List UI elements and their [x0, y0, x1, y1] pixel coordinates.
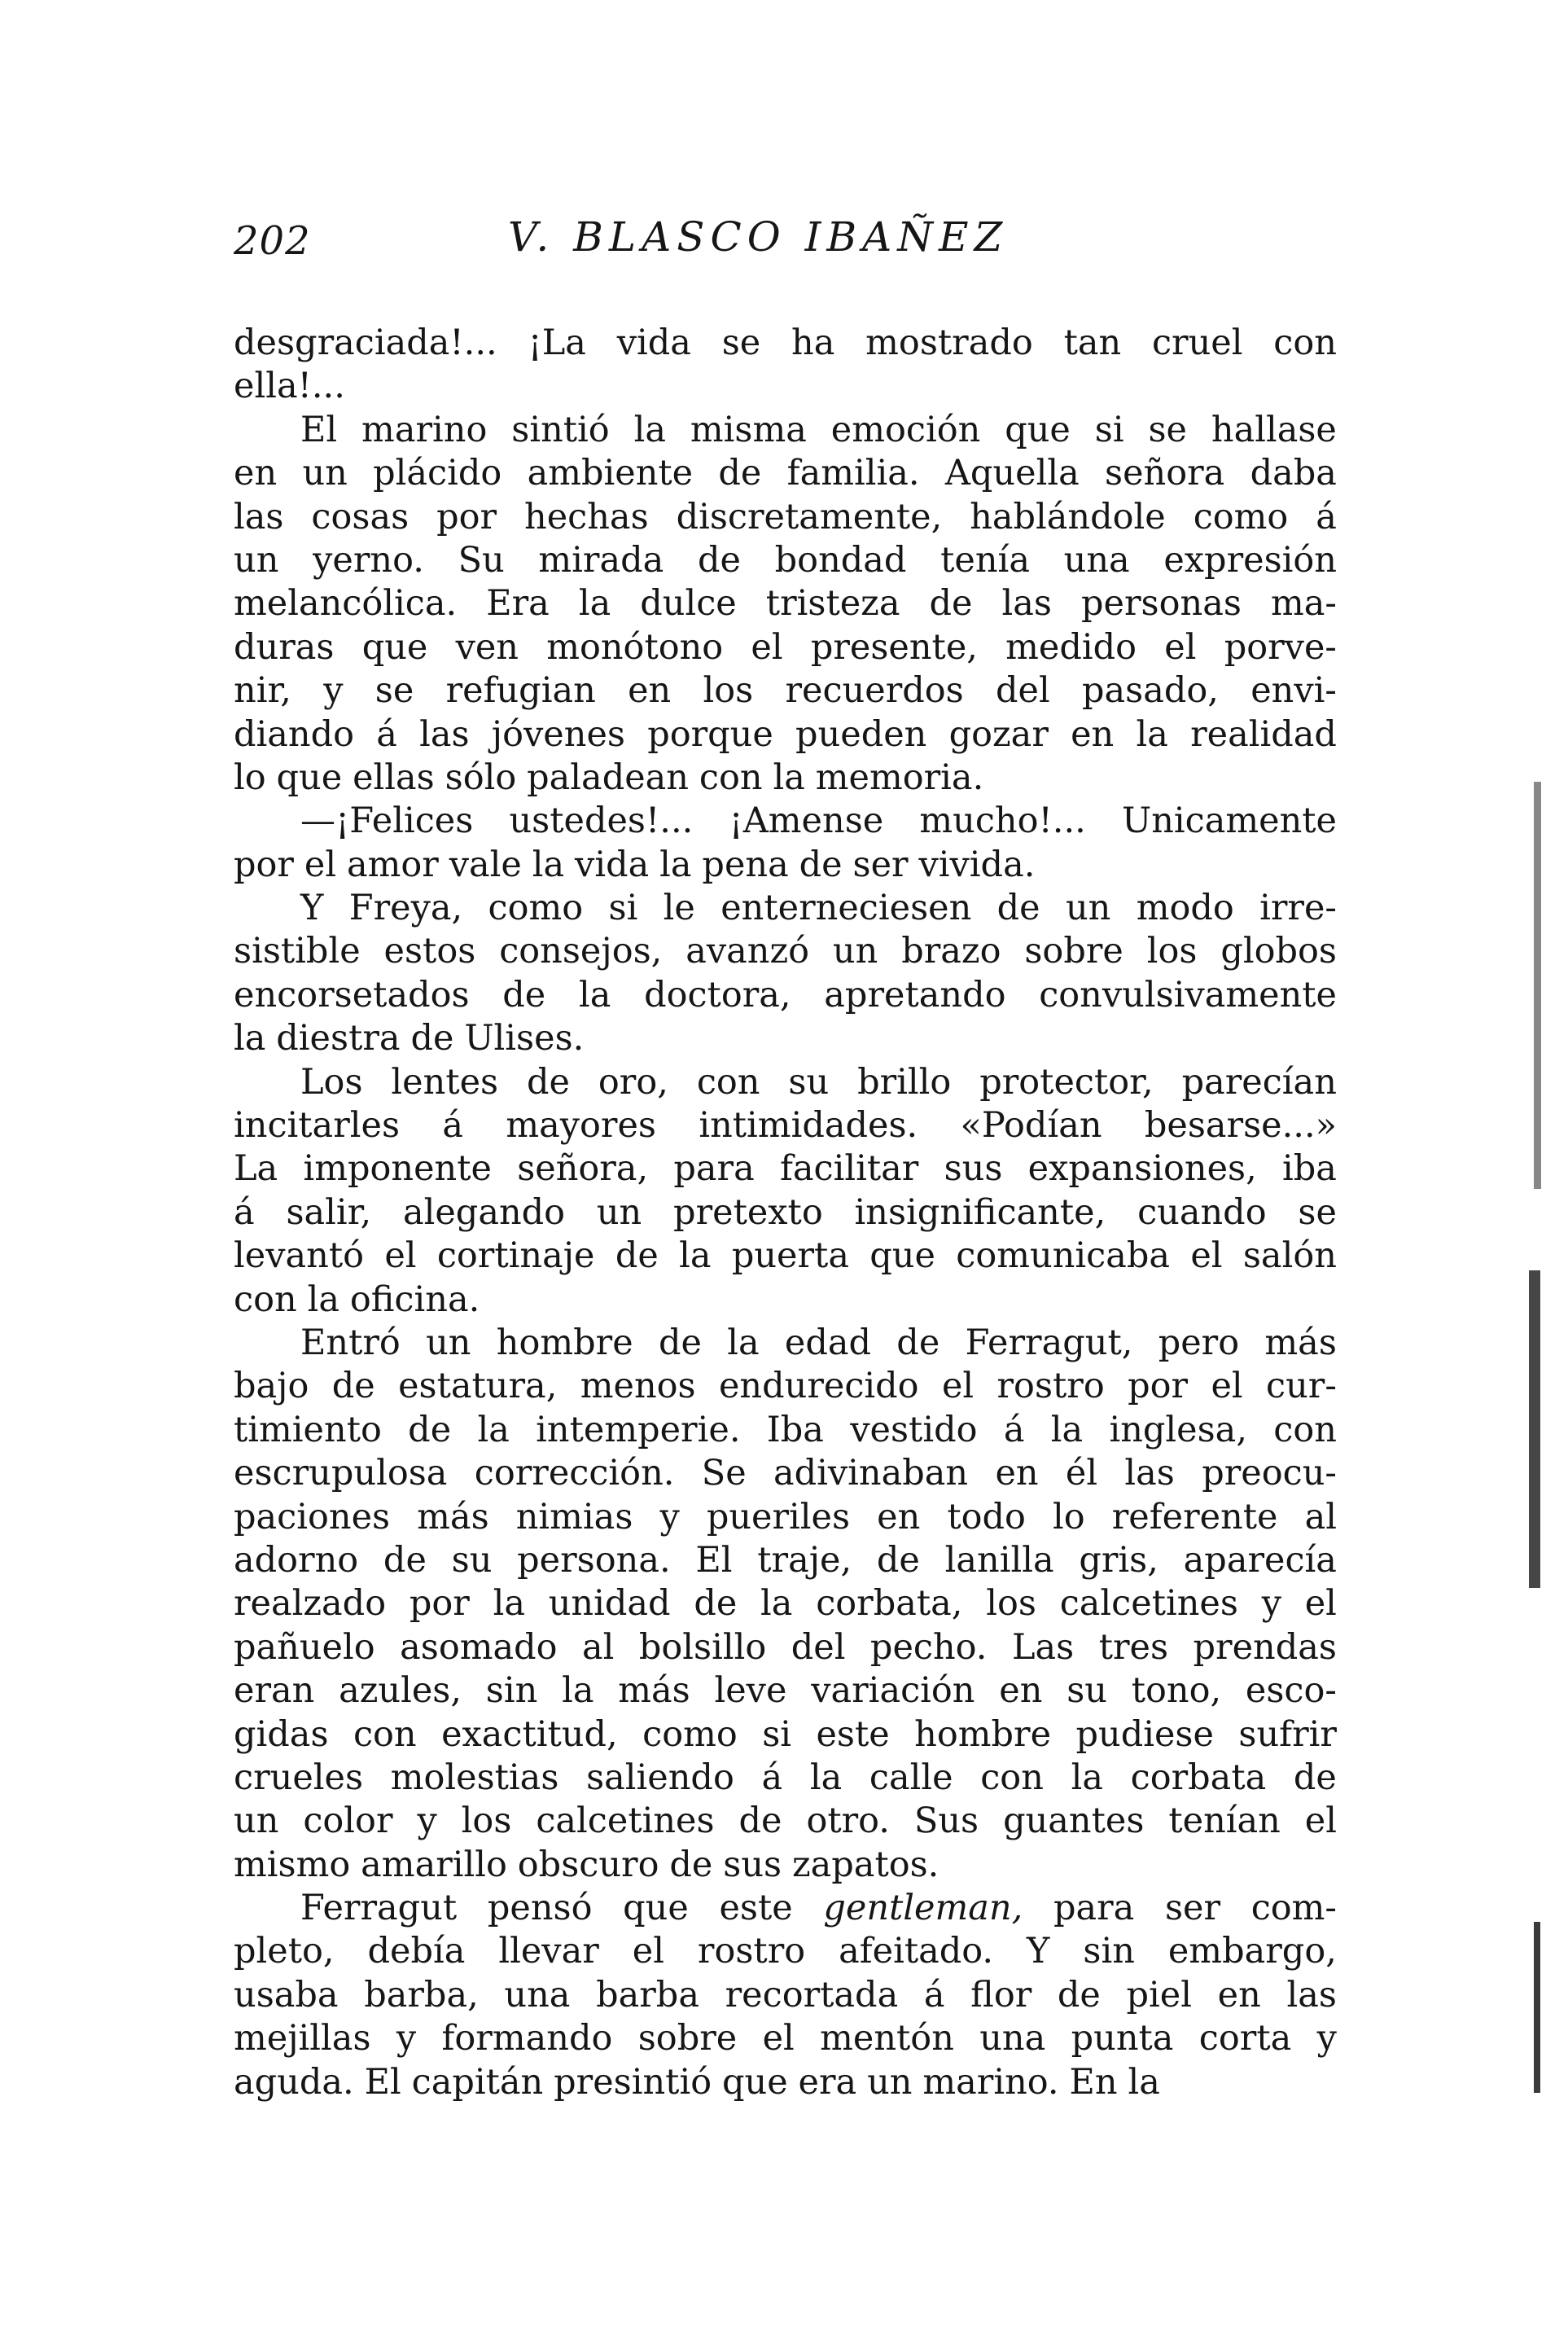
paragraph: [234, 1322, 1337, 1887]
text-line: usaba barba, una barba recortada á flor de piel en las: [234, 1974, 1337, 2015]
text-line: desgraciada!... ¡La vida se ha mostrado tan cruel con: [234, 322, 1337, 363]
running-header: [234, 213, 1373, 279]
text-line: duras que ven monótono el presente, medido el porve-: [234, 626, 1337, 668]
text-line: lo que ellas sólo paladean con la memoria.: [234, 757, 984, 798]
text-line: un yerno. Su mirada de bondad tenía una expresión: [234, 539, 1337, 581]
text-line: Los lentes de oro, con su brillo protector, parecían: [300, 1061, 1337, 1103]
text-line: ella!...: [234, 366, 345, 407]
text-line: un color y los calcetines de otro. Sus guantes tenían el: [234, 1800, 1337, 1842]
paragraph: [234, 1061, 1337, 1322]
text-line: á salir, alegando un pretexto insignificante, cuando se: [234, 1191, 1337, 1233]
paragraph: [234, 409, 1337, 800]
text-line: eran azules, sin la más leve variación en su tono, esco-: [234, 1670, 1337, 1712]
text-line: Ferragut pensó que este gentleman, para ser com-: [300, 1888, 1337, 1929]
page-number: 202: [234, 218, 311, 264]
text-line: diando á las jóvenes porque pueden gozar en la realidad: [234, 713, 1337, 755]
text-line: aguda. El capitán presintió que era un marino. En la: [234, 2061, 1160, 2103]
text-line: en un plácido ambiente de familia. Aquella señora daba: [234, 453, 1337, 494]
text-line: mismo amarillo obscuro de sus zapatos.: [234, 1844, 939, 1885]
text-line: escrupulosa corrección. Se adivinaban en él las preocu-: [234, 1453, 1337, 1494]
text-line: pañuelo asomado al bolsillo del pecho. Las tres prendas: [234, 1626, 1337, 1668]
body-text: [234, 322, 1337, 2104]
scan-edge-mark: [1534, 782, 1541, 1189]
text-line: por el amor vale la vida la pena de ser vivida.: [234, 844, 1036, 885]
text-line: Entró un hombre de la edad de Ferragut, pero más: [300, 1322, 1337, 1363]
text-line: La imponente señora, para facilitar sus expansiones, iba: [234, 1148, 1337, 1190]
text-line: melancólica. Era la dulce tristeza de las personas ma-: [234, 583, 1337, 625]
paragraph: [234, 800, 1337, 887]
text-line: mejillas y formando sobre el mentón una punta corta y: [234, 2018, 1337, 2059]
text-line: —¡Felices ustedes!... ¡Amense mucho!... Unicamente: [300, 800, 1337, 842]
paragraph: [234, 322, 1337, 409]
text-line: la diestra de Ulises.: [234, 1018, 585, 1059]
text-line: adorno de su persona. El traje, de lanilla gris, aparecía: [234, 1539, 1337, 1581]
scan-edge-mark: [1529, 1270, 1540, 1588]
text-line: paciones más nimias y pueriles en todo lo referente al: [234, 1496, 1337, 1537]
text-line: crueles molestias saliendo á la calle con la corbata de: [234, 1757, 1337, 1798]
paragraph: [234, 887, 1337, 1061]
running-head-author: V. BLASCO IBAÑEZ: [508, 213, 1009, 261]
text-line: Y Freya, como si le enterneciesen de un modo irre-: [300, 888, 1337, 929]
paragraph: [234, 1887, 1337, 2104]
scan-edge-mark: [1534, 1922, 1540, 2093]
text-line: timiento de la intemperie. Iba vestido á la inglesa, con: [234, 1409, 1337, 1450]
text-line: El marino sintió la misma emoción que si se hallase: [300, 409, 1337, 450]
text-line: encorsetados de la doctora, apretando convulsivamente: [234, 974, 1337, 1015]
text-line: levantó el cortinaje de la puerta que comunicaba el salón: [234, 1235, 1337, 1277]
text-line: las cosas por hechas discretamente, hablándole como á: [234, 496, 1337, 537]
text-line: nir, y se refugian en los recuerdos del pasado, envi-: [234, 670, 1337, 712]
text-line: gidas con exactitud, como si este hombre pudiese sufrir: [234, 1713, 1337, 1755]
text-line: pleto, debía llevar el rostro afeitado. Y sin embargo,: [234, 1931, 1337, 1972]
text-line: con la oficina.: [234, 1279, 480, 1320]
text-line: incitarles á mayores intimidades. «Podían besarse...»: [234, 1105, 1337, 1147]
text-line: realzado por la unidad de la corbata, los calcetines y el: [234, 1583, 1337, 1625]
text-line: bajo de estatura, menos endurecido el rostro por el cur-: [234, 1366, 1337, 1407]
text-line: sistible estos consejos, avanzó un brazo sobre los globos: [234, 931, 1337, 972]
